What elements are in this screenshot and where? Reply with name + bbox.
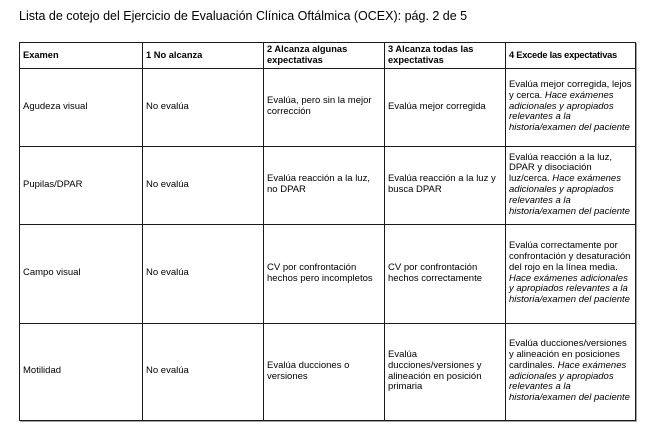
exam-name-cell: Pupilas/DPAR	[20, 147, 143, 225]
page-title: Lista de cotejo del Ejercicio de Evaluación Clínica Oftálmica (OCEX): pág. 2 de 5	[19, 9, 468, 23]
nivel4-text: Evalúa reacción a la luz, DPAR y disociación luz/cerca.	[509, 151, 612, 185]
column-header-nivel-3: 3 Alcanza todas las expectativas	[385, 43, 506, 69]
table-header-row	[20, 43, 636, 69]
column-header-nivel-4: 4 Excede las expectativas	[506, 43, 636, 69]
nivel4-text: Evalúa ducciones/versiones y alineación en posiciones cardinales.	[509, 338, 627, 371]
nivel3-cell: Evalúa mejor corregida	[385, 69, 506, 147]
nivel4-italic-text: Hace exámenes adicionales y apropiados relevantes a la historia/examen del paciente	[509, 359, 630, 404]
ocex-rubric-table	[19, 42, 636, 421]
nivel2-cell: Evalúa ducciones o versiones	[264, 324, 385, 421]
nivel1-cell: No evalúa	[143, 147, 264, 225]
nivel2-cell: Evalúa reacción a la luz, no DPAR	[264, 147, 385, 225]
exam-name-cell: Motilidad	[20, 324, 143, 421]
nivel3-cell: Evalúa reacción a la luz y busca DPAR	[385, 147, 506, 225]
nivel2-cell: CV por confrontación hechos pero incompletos	[264, 225, 385, 324]
exam-name-cell: Campo visual	[20, 225, 143, 324]
nivel3-cell: Evalúa ducciones/versiones y alineación en posición primaria	[385, 324, 506, 421]
nivel4-cell	[506, 69, 636, 147]
column-header-nivel-1: 1 No alcanza	[143, 43, 264, 69]
nivel1-cell: No evalúa	[143, 225, 264, 324]
nivel4-cell	[506, 147, 636, 225]
nivel3-cell: CV por confrontación hechos correctamente	[385, 225, 506, 324]
nivel4-cell	[506, 225, 636, 324]
table-row-motilidad	[20, 324, 636, 421]
nivel4-italic-text: Hace exámenes adicionales y apropiados relevantes a la historia/examen del paciente	[509, 173, 630, 217]
nivel4-italic-text: Hace exámenes adicionales y apropiados relevantes a la historia/examen del paciente	[509, 89, 630, 134]
nivel4-text: Evalúa correctamente por confrontación y desaturación del rojo en la línea media.	[509, 240, 631, 273]
nivel4-text: Evalúa mejor corregida, lejos y cerca.	[509, 78, 632, 101]
nivel1-cell: No evalúa	[143, 324, 264, 421]
table-row-pupilas-dpar	[20, 147, 636, 225]
column-header-nivel-2: 2 Alcanza algunas expectativas	[264, 43, 385, 69]
table-row-agudeza-visual	[20, 69, 636, 147]
column-header-examen: Examen	[20, 43, 143, 69]
nivel4-cell	[506, 324, 636, 421]
nivel4-italic-text: Hace exámenes adicionales y apropiados relevantes a la historia/examen del paciente	[509, 272, 630, 306]
nivel2-cell: Evalúa, pero sin la mejor corrección	[264, 69, 385, 147]
table-row-campo-visual	[20, 225, 636, 324]
nivel1-cell: No evalúa	[143, 69, 264, 147]
exam-name-cell: Agudeza visual	[20, 69, 143, 147]
